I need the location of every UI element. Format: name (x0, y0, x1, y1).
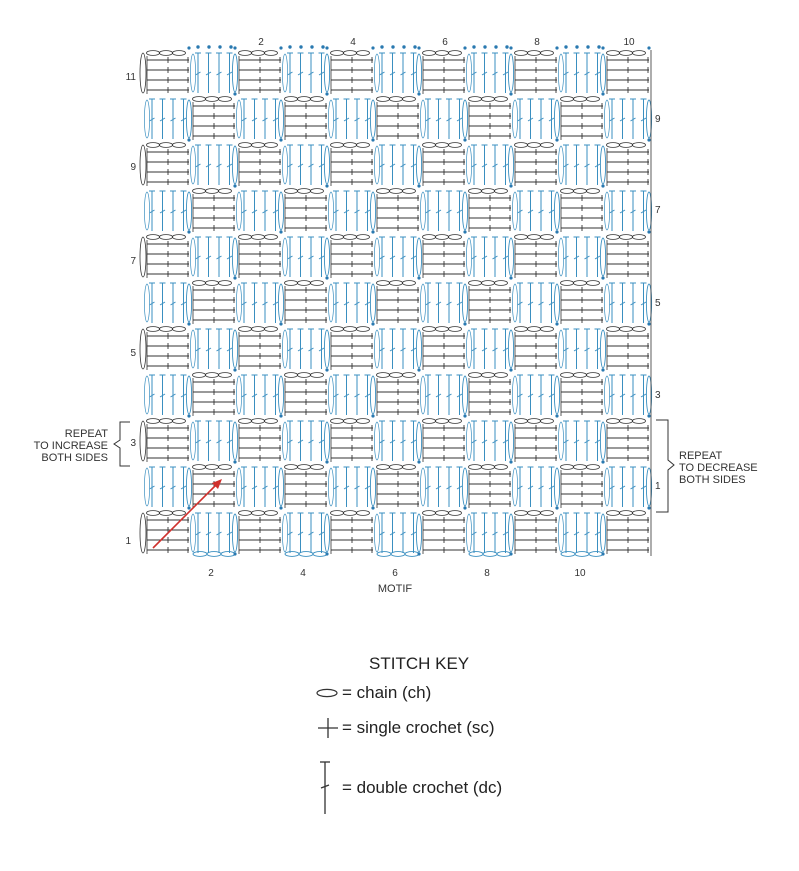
sc-block (469, 189, 512, 232)
dc-block (420, 99, 467, 139)
sc-block (515, 327, 558, 370)
dc-block (190, 53, 237, 93)
dc-block (420, 375, 467, 415)
sc-block (331, 327, 374, 370)
dc-block (282, 237, 329, 277)
dc-block (604, 375, 651, 415)
sc-block (147, 235, 190, 278)
sc-block (239, 419, 282, 462)
dc-block (282, 421, 329, 461)
dc-block (604, 467, 651, 507)
dc-block (374, 237, 421, 277)
sc-block (239, 143, 282, 186)
motif-label: MOTIF (377, 583, 413, 595)
sc-block (515, 143, 558, 186)
dc-block (328, 467, 375, 507)
sc-block (607, 511, 650, 554)
row-number-left: 1 (125, 536, 131, 547)
dc-block (558, 145, 605, 185)
sc-block (515, 511, 558, 554)
dc-block (466, 421, 513, 461)
sc-block (423, 327, 466, 370)
dc-block (604, 99, 651, 139)
dc-block (236, 283, 283, 323)
dc-block (144, 375, 191, 415)
sc-block (377, 465, 420, 508)
dc-block (144, 99, 191, 139)
dc-block (512, 191, 559, 231)
dc-block (144, 467, 191, 507)
sc-block (147, 51, 190, 94)
sc-block (239, 235, 282, 278)
sc-block (515, 419, 558, 462)
sc-block (469, 281, 512, 324)
dc-block (466, 329, 513, 369)
sc-block (607, 419, 650, 462)
dc-block (282, 329, 329, 369)
dc-block (282, 145, 329, 185)
dc-block (328, 375, 375, 415)
sc-block (423, 419, 466, 462)
dc-block (466, 145, 513, 185)
sc-block (239, 511, 282, 554)
dc-block (236, 191, 283, 231)
dc-block (236, 375, 283, 415)
key-item-double-crochet (314, 758, 502, 818)
dc-block (374, 145, 421, 185)
dc-block (190, 145, 237, 185)
svg-text:REPEAT: REPEAT (679, 450, 723, 462)
dc-block (374, 329, 421, 369)
dc-block (282, 513, 329, 553)
sc-block (423, 51, 466, 94)
chain-icon (314, 678, 342, 708)
key-item-chain (314, 678, 431, 708)
row-number-right: 5 (655, 298, 661, 309)
sc-block (515, 51, 558, 94)
row-number-right: 7 (655, 205, 661, 216)
sc-block (377, 97, 420, 140)
double-crochet-icon (314, 758, 342, 818)
motif-number-bottom: 10 (574, 568, 586, 579)
sc-block (561, 373, 604, 416)
dc-block (558, 237, 605, 277)
sc-block (423, 235, 466, 278)
sc-block (561, 97, 604, 140)
sc-block (607, 327, 650, 370)
motif-number-top: 6 (442, 37, 448, 48)
dc-block (144, 283, 191, 323)
sc-block (285, 97, 328, 140)
sc-block (285, 373, 328, 416)
dc-block (604, 283, 651, 323)
dc-block (420, 467, 467, 507)
sc-block (423, 511, 466, 554)
dc-block (236, 99, 283, 139)
key-item-single-crochet (314, 713, 495, 743)
sc-block (607, 143, 650, 186)
repeat-increase-note (34, 422, 130, 466)
row-number-right: 9 (655, 114, 661, 125)
sc-block (331, 51, 374, 94)
dc-block (328, 99, 375, 139)
dc-block (236, 467, 283, 507)
sc-block (469, 97, 512, 140)
motif-number-top: 2 (258, 37, 264, 48)
sc-block (469, 373, 512, 416)
row-number-right: 1 (655, 481, 661, 492)
stitch-key-title: STITCH KEY (369, 654, 470, 673)
sc-block (515, 235, 558, 278)
dc-block (328, 283, 375, 323)
dc-block (558, 513, 605, 553)
sc-block (285, 281, 328, 324)
sc-block (607, 235, 650, 278)
row-number-left: 3 (130, 438, 136, 449)
sc-block (331, 143, 374, 186)
dc-block (328, 191, 375, 231)
sc-block (607, 51, 650, 94)
dc-block (190, 329, 237, 369)
motif-number-bottom: 6 (392, 568, 398, 579)
sc-block (193, 373, 236, 416)
dc-block (512, 375, 559, 415)
motif-number-bottom: 2 (208, 568, 214, 579)
sc-block (147, 143, 190, 186)
svg-text:TO INCREASE: TO INCREASE (33, 440, 108, 452)
sc-block (193, 97, 236, 140)
sc-block (147, 419, 190, 462)
dc-block (558, 53, 605, 93)
key-label-double-crochet: = double crochet (dc) (342, 778, 503, 797)
dc-block (512, 467, 559, 507)
dc-block (466, 53, 513, 93)
motif-number-top: 8 (534, 37, 540, 48)
direction-arrow (153, 479, 222, 548)
sc-block (239, 51, 282, 94)
sc-block (331, 235, 374, 278)
sc-block (561, 465, 604, 508)
chain-space-dots (187, 45, 650, 555)
key-label-single-crochet: = single crochet (sc) (342, 718, 495, 737)
motif-number-top: 10 (623, 37, 635, 48)
sc-block (331, 419, 374, 462)
sc-block (193, 189, 236, 232)
single-crochet-icon (314, 713, 342, 743)
right-brace (656, 420, 674, 512)
left-brace (114, 422, 130, 466)
dc-block (466, 237, 513, 277)
sc-block (239, 327, 282, 370)
row-number-left: 5 (130, 348, 136, 359)
sc-block (377, 281, 420, 324)
dc-block (420, 283, 467, 323)
dc-block (512, 283, 559, 323)
sc-block (331, 511, 374, 554)
dc-block (374, 421, 421, 461)
sc-block (469, 465, 512, 508)
row-number-left: 11 (125, 72, 136, 83)
dc-block (374, 513, 421, 553)
dc-block (282, 53, 329, 93)
dc-block (604, 191, 651, 231)
dc-block (512, 99, 559, 139)
dc-block (558, 421, 605, 461)
dc-block (420, 191, 467, 231)
stitch-grid (140, 50, 652, 556)
motif-number-bottom: 4 (300, 568, 306, 579)
dc-block (466, 513, 513, 553)
dc-block (190, 513, 237, 553)
dc-block (144, 191, 191, 231)
row-number-left: 7 (130, 256, 136, 267)
svg-text:REPEAT: REPEAT (64, 428, 108, 440)
key-label-chain: = chain (ch) (342, 683, 432, 702)
svg-text:BOTH SIDES: BOTH SIDES (679, 474, 746, 486)
motif-number-top: 4 (350, 37, 356, 48)
sc-block (285, 465, 328, 508)
dc-block (190, 237, 237, 277)
sc-block (377, 189, 420, 232)
sc-block (561, 281, 604, 324)
sc-block (147, 327, 190, 370)
sc-block (285, 189, 328, 232)
dc-block (558, 329, 605, 369)
row-number-right: 3 (655, 390, 661, 401)
motif-number-bottom: 8 (484, 568, 490, 579)
dc-block (190, 421, 237, 461)
sc-block (423, 143, 466, 186)
sc-block (377, 373, 420, 416)
dc-block (374, 53, 421, 93)
repeat-decrease-note (656, 420, 758, 512)
sc-block (561, 189, 604, 232)
svg-text:BOTH SIDES: BOTH SIDES (41, 452, 108, 464)
row-number-left: 9 (130, 162, 136, 173)
sc-block (193, 281, 236, 324)
svg-text:TO DECREASE: TO DECREASE (679, 462, 758, 474)
